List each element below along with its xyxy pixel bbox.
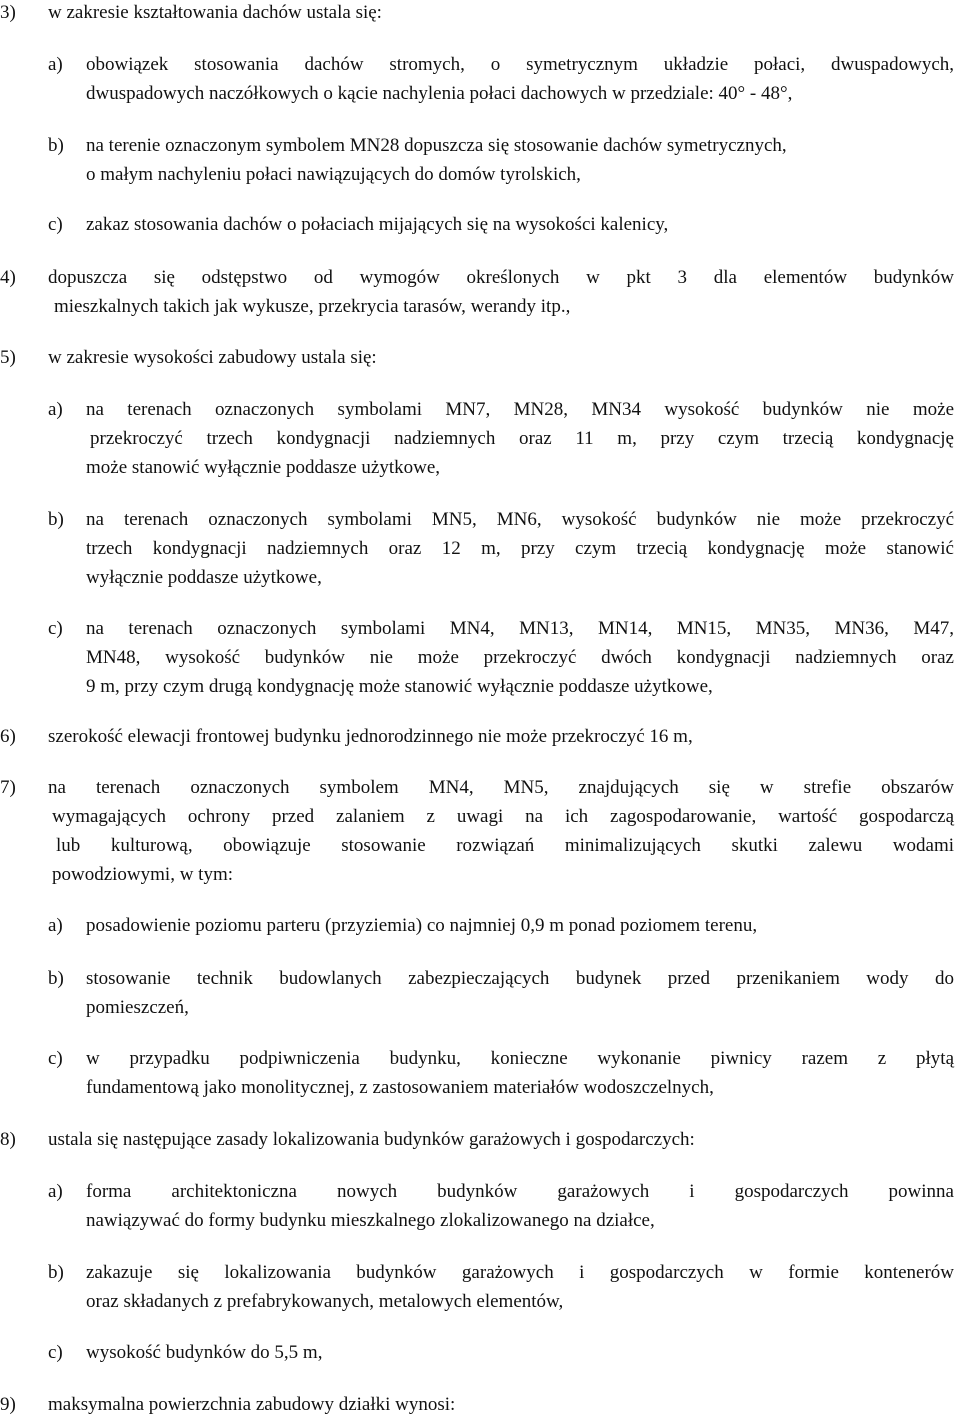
text-line: dwuspadowych naczółkowych o kącie nachylenia połaci dachowych w przedziale: 40° - 48°, xyxy=(86,83,793,104)
item-number: 6) xyxy=(0,726,16,747)
text-line: lub kulturową, obowiązuje stosowanie rozwiązań minimalizujących skutki zalewu wodami xyxy=(56,835,954,856)
sub-item-label: a) xyxy=(48,54,63,75)
sub-item-text xyxy=(86,210,954,239)
text-line: pomieszczeń, xyxy=(86,997,189,1018)
item-number: 4) xyxy=(0,267,16,288)
text-line: w przypadku podpiwniczenia budynku, konieczne wykonanie piwnicy razem z płytą xyxy=(86,1048,954,1069)
text-line: przekroczyć trzech kondygnacji nadziemnych oraz 11 m, przy czym trzecią kondygnację xyxy=(90,428,954,449)
sub-item-label: c) xyxy=(48,214,63,235)
text-line: MN48, wysokość budynków nie może przekroczyć dwóch kondygnacji nadziemnych oraz xyxy=(86,647,954,668)
text-line: wyłącznie poddasze użytkowe, xyxy=(86,567,322,588)
text-line: szerokość elewacji frontowej budynku jednorodzinnego nie może przekroczyć 16 m, xyxy=(48,726,693,747)
text-line: o małym nachyleniu połaci nawiązujących do domów tyrolskich, xyxy=(86,164,581,185)
item-text xyxy=(48,343,954,372)
text-line: powodziowymi, w tym: xyxy=(52,864,234,885)
sub-item-label: a) xyxy=(48,399,63,420)
text-line: wymagających ochrony przed zalaniem z uwagi na ich zagospodarowanie, wartość gospodarczą xyxy=(52,806,954,827)
item-text xyxy=(48,1390,954,1419)
sub-item-text xyxy=(86,911,954,940)
sub-item-label: c) xyxy=(48,1342,63,1363)
text-line: w zakresie wysokości zabudowy ustala się: xyxy=(48,347,377,368)
sub-item-label: b) xyxy=(48,135,64,156)
sub-item-text xyxy=(86,1177,954,1235)
text-line: 9 m, przy czym drugą kondygnację może stanowić wyłącznie poddasze użytkowe, xyxy=(86,676,713,697)
sub-item-text xyxy=(86,395,954,482)
sub-item-label: a) xyxy=(48,1181,63,1202)
text-line: mieszkalnych takich jak wykusze, przekrycia tarasów, werandy itp., xyxy=(54,296,571,317)
sub-item-text xyxy=(86,50,954,108)
sub-item-text xyxy=(86,614,954,701)
item-text xyxy=(48,773,954,889)
text-line: na terenach oznaczonych symbolami MN7, MN28, MN34 wysokość budynków nie może xyxy=(86,399,954,420)
text-line: ustala się następujące zasady lokalizowania budynków garażowych i gospodarczych: xyxy=(48,1129,695,1150)
text-line: w zakresie kształtowania dachów ustala się: xyxy=(48,2,382,23)
text-line: posadowienie poziomu parteru (przyziemia) co najmniej 0,9 m ponad poziomem terenu, xyxy=(86,915,758,936)
sub-item-label: a) xyxy=(48,915,63,936)
sub-item-label: c) xyxy=(48,618,63,639)
text-line: trzech kondygnacji nadziemnych oraz 12 m, przy czym trzecią kondygnację może stanowić xyxy=(86,538,954,559)
sub-item-text xyxy=(86,1258,954,1316)
sub-item-text xyxy=(86,1044,954,1102)
text-line: zakaz stosowania dachów o połaciach mijających się na wysokości kalenicy, xyxy=(86,214,669,235)
sub-item-text xyxy=(86,131,954,189)
text-line: forma architektoniczna nowych budynków garażowych i gospodarczych powinna xyxy=(86,1181,954,1202)
text-line: na terenach oznaczonych symbolami MN5, MN6, wysokość budynków nie może przekroczyć xyxy=(86,509,954,530)
text-line: może stanowić wyłącznie poddasze użytkowe, xyxy=(86,457,441,478)
text-line: zakazuje się lokalizowania budynków garażowych i gospodarczych w formie kontenerów xyxy=(86,1262,954,1283)
sub-item-label: b) xyxy=(48,968,64,989)
sub-item-text xyxy=(86,1338,954,1367)
item-text xyxy=(48,263,954,321)
text-line: oraz składanych z prefabrykowanych, metalowych elementów, xyxy=(86,1291,564,1312)
sub-item-text xyxy=(86,964,954,1022)
text-line: fundamentową jako monolitycznej, z zastosowaniem materiałów wodoszczelnych, xyxy=(86,1077,714,1098)
sub-item-label: b) xyxy=(48,1262,64,1283)
item-text xyxy=(48,722,954,751)
text-line: nawiązywać do formy budynku mieszkalnego zlokalizowanego na działce, xyxy=(86,1210,655,1231)
item-number: 5) xyxy=(0,347,16,368)
item-text xyxy=(48,1125,954,1154)
sub-item-text xyxy=(86,505,954,592)
sub-item-label: b) xyxy=(48,509,64,530)
text-line: na terenach oznaczonych symbolem MN4, MN5, znajdujących się w strefie obszarów xyxy=(48,777,954,798)
text-line: na terenie oznaczonym symbolem MN28 dopuszcza się stosowanie dachów symetrycznych, xyxy=(86,135,787,156)
item-number: 3) xyxy=(0,2,16,23)
item-text xyxy=(48,0,954,27)
text-line: obowiązek stosowania dachów stromych, o symetrycznym układzie połaci, dwuspadowych, xyxy=(86,54,954,75)
item-number: 8) xyxy=(0,1129,16,1150)
text-line: maksymalna powierzchnia zabudowy działki wynosi: xyxy=(48,1394,456,1415)
text-line: na terenach oznaczonych symbolami MN4, MN13, MN14, MN15, MN35, MN36, M47, xyxy=(86,618,954,639)
item-number: 9) xyxy=(0,1394,16,1415)
text-line: wysokość budynków do 5,5 m, xyxy=(86,1342,323,1363)
item-number: 7) xyxy=(0,777,16,798)
sub-item-label: c) xyxy=(48,1048,63,1069)
text-line: dopuszcza się odstępstwo od wymogów określonych w pkt 3 dla elementów budynków xyxy=(48,267,954,288)
text-line: stosowanie technik budowlanych zabezpieczających budynek przed przenikaniem wody do xyxy=(86,968,954,989)
